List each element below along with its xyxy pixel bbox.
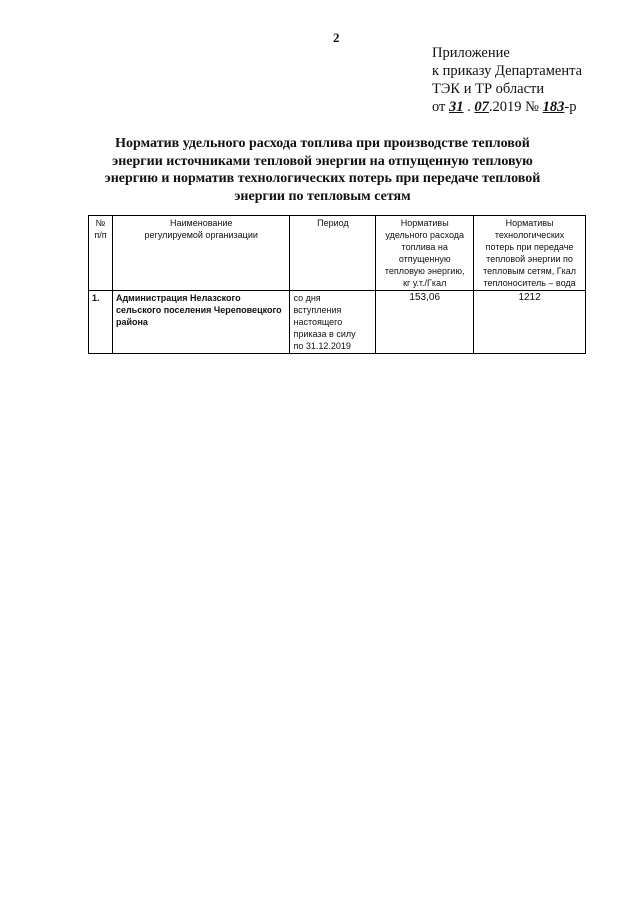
norms-table bbox=[88, 215, 586, 354]
row-period: со дня вступления настоящего приказа в силу по 31.12.2019 bbox=[290, 291, 376, 354]
date-month: 07 bbox=[474, 99, 489, 115]
row-losses-value: 1212 bbox=[474, 291, 586, 354]
header-losses-norm: Нормативы технологических потерь при передаче тепловой энергии по тепловым сетям, Гкал теплоноситель – вода bbox=[474, 216, 586, 291]
header-period: Период bbox=[290, 216, 376, 291]
row-number: 1. bbox=[89, 291, 113, 354]
header-organization: Наименование регулируемой организации bbox=[112, 216, 290, 291]
appendix-date-line bbox=[432, 98, 582, 116]
header-fuel-norm: Нормативы удельного расхода топлива на отпущенную тепловую энергию, кг у.т./Гкал bbox=[376, 216, 474, 291]
appendix-line-2: к приказу Департамента bbox=[432, 63, 583, 79]
table-header-row bbox=[89, 216, 586, 291]
appendix-line-1: Приложение bbox=[432, 45, 510, 61]
appendix-line-3: ТЭК и ТР области bbox=[432, 81, 545, 97]
date-prefix: от bbox=[432, 99, 446, 115]
appendix-block bbox=[432, 44, 582, 116]
order-suffix: -р bbox=[564, 99, 577, 115]
order-number: 183 bbox=[542, 99, 565, 115]
row-fuel-value: 153,06 bbox=[376, 291, 474, 354]
table-row bbox=[89, 291, 586, 354]
row-organization: Администрация Нелазского сельского поселения Череповецкого района bbox=[112, 291, 290, 354]
document-title: Норматив удельного расхода топлива при производстве тепловой энергии источниками тепловой энергии на отпущенную тепловую энергию и норматив технологических потерь при передаче тепловой энергии по тепловым сетям bbox=[104, 136, 541, 204]
date-year: .2019 № bbox=[488, 99, 539, 115]
header-number: № п/п bbox=[89, 216, 113, 291]
page-number: 2 bbox=[333, 30, 340, 45]
date-day: 31 bbox=[449, 99, 464, 115]
date-separator: . bbox=[463, 99, 475, 115]
